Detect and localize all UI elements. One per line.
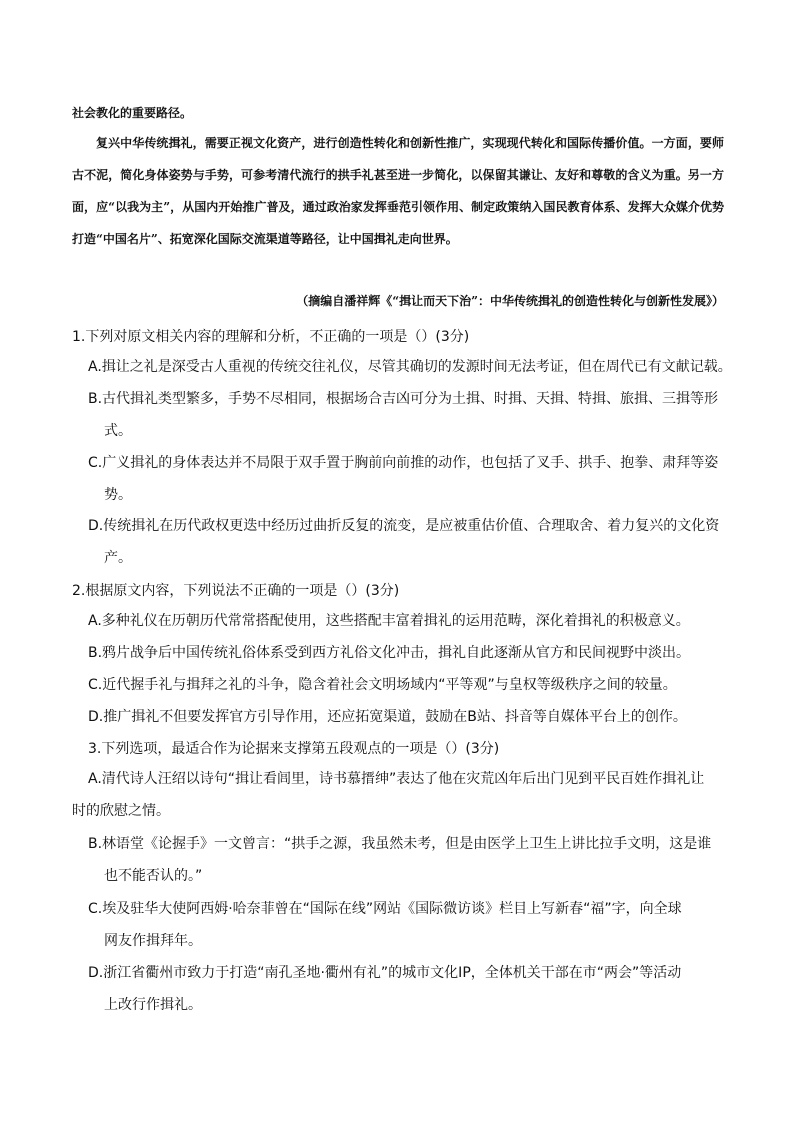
option-text: D.推广揖礼不但要发挥官方引导作用，还应拓宽渠道，鼓励在B站、抖音等自媒体平台上的创作。 <box>88 709 687 725</box>
question-1-stem: 1.下列对原文相关内容的理解和分析，不正确的一项是（）(3分) <box>72 329 470 345</box>
option-text: D.浙江省衢州市致力于打造“南孔圣地·衢州有礼”的城市文化IP，全体机关干部在市“两会”等活动 <box>88 965 682 981</box>
question-1-option-c[interactable] <box>88 447 736 511</box>
option-text-continued: 势。 <box>104 487 132 503</box>
option-text: C.埃及驻华大使阿西姆·哈奈菲曾在“国际在线”网站《国际微访谈》栏目上写新春“福”字，向全球 <box>88 901 682 917</box>
question-1-option-a[interactable] <box>88 351 736 383</box>
option-text-continued: 上改行作揖礼。 <box>104 997 202 1013</box>
option-text: D.传统揖礼在历代政权更迭中经历过曲折反复的流变，是应被重估价值、合理取舍、着力复兴的文化资 <box>88 518 720 534</box>
question-1-option-b[interactable] <box>88 383 736 447</box>
passage-paragraph: 复兴中华传统揖礼，需要正视文化资产，进行创造性转化和创新性推广，实现现代转化和国际传播价值。一方面，要师古不泥，简化身体姿势与手势，可参考清代流行的拱手礼甚至进一步简化，以保留其谦让、友好和尊敬的含义为重。另一方面，应“以我为主”，从国内开始推广普及，通过政治家发挥垂范引领作用、制定政策纳入国民教育体系、发挥大众媒介优势打造“中国名片”、拓宽深化国际交流渠道等路径，让中国揖礼走向世界。 <box>72 136 724 246</box>
option-text-continued: 产。 <box>104 550 132 566</box>
option-text: A.清代诗人汪绍以诗句“揖让看闾里，诗书慕搢绅”表达了他在灾荒凶年后出门见到平民百姓作揖礼让 <box>88 771 705 787</box>
question-2-option-b[interactable] <box>88 637 736 669</box>
option-text-continued: 时的欣慰之情。 <box>72 803 170 819</box>
question-2-option-c[interactable] <box>88 669 736 701</box>
option-text-continued: 式。 <box>104 423 132 439</box>
question-3-option-a[interactable] <box>72 763 736 827</box>
source-citation: （摘编自潘祥辉《“揖让而天下治”：中华传统揖礼的创造性转化与创新性发展》） <box>296 294 724 308</box>
question-1-option-d[interactable] <box>88 510 736 574</box>
passage-line: 社会教化的重要路径。 <box>72 106 193 120</box>
option-text: C.广义揖礼的身体表达并不局限于双手置于胸前向前推的动作，也包括了叉手、拱手、抱拳、肃拜等姿 <box>88 455 719 471</box>
option-text-continued: 网友作揖拜年。 <box>104 933 202 949</box>
question-3-option-b[interactable] <box>88 828 736 892</box>
question-2-stem: 2.根据原文内容，下列说法不正确的一项是（）(3分) <box>72 583 400 599</box>
option-text: B.鸦片战争后中国传统礼俗体系受到西方礼俗文化冲击，揖礼自此逐渐从官方和民间视野中淡出。 <box>88 645 691 661</box>
option-text: A.揖让之礼是深受古人重视的传统交往礼仪，尽管其确切的发源时间无法考证，但在周代已有文献记载。 <box>88 359 732 375</box>
option-text-continued: 也不能否认的。” <box>104 868 203 884</box>
option-text: B.古代揖礼类型繁多，手势不尽相同，根据场合吉凶可分为土揖、时揖、天揖、特揖、旅揖、三揖等形 <box>88 391 719 407</box>
question-3-option-c[interactable] <box>88 893 736 957</box>
question-3-option-d[interactable] <box>88 957 736 1021</box>
question-2-option-a[interactable] <box>88 605 736 637</box>
option-text: C.近代握手礼与揖拜之礼的斗争，隐含着社会文明场域内“平等观”与皇权等级秩序之间的较量。 <box>88 677 677 693</box>
question-3-stem: 3.下列选项，最适合作为论据来支撑第五段观点的一项是（）(3分) <box>88 741 500 757</box>
option-text: B.林语堂《论握手》一文曾言：“拱手之源，我虽然未考，但是由医学上卫生上讲比拉手文明，这是谁 <box>88 836 712 852</box>
option-text: A.多种礼仪在历朝历代常常搭配使用，这些搭配丰富着揖礼的运用范畴，深化着揖礼的积极意义。 <box>88 613 690 629</box>
question-2-option-d[interactable] <box>88 701 736 733</box>
